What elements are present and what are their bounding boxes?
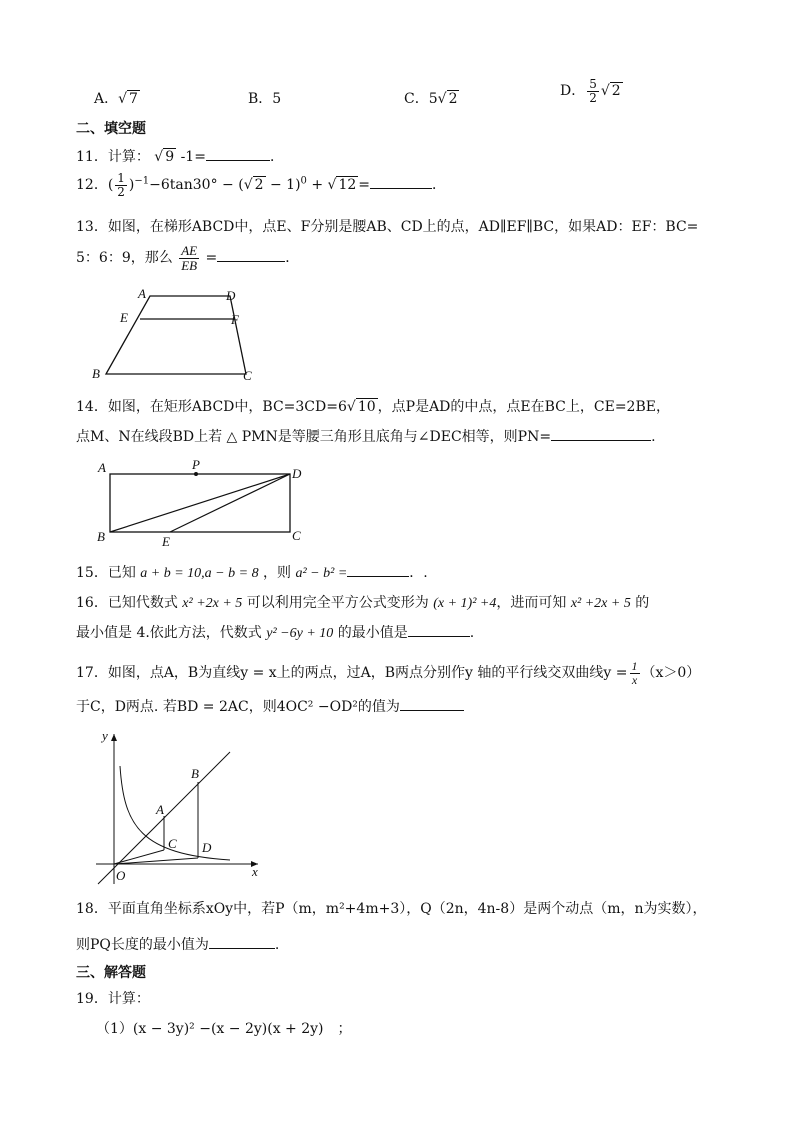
question-12: 12．( $\frac{1}{2}$ )$^{-1}$−6tan30° − (√ 2 − 1)$^0$ + √ 12 = ． — [76, 171, 447, 199]
numerator: 5 — [589, 77, 597, 91]
q15-prefix: 15．已知 — [76, 565, 136, 581]
denominator: x — [631, 672, 638, 687]
q15-expr: a + b = 10,a − b = 8 — [140, 566, 259, 581]
label-f: F — [231, 312, 239, 327]
question-11 — [76, 146, 284, 166]
q15-expr2: a² − b² = — [295, 566, 348, 581]
q16-expr1: x² +2x + 5 — [182, 596, 243, 611]
q13-prefix: 5：6：9，那么 — [76, 250, 173, 267]
sqrt-symbol: √ 2 — [243, 177, 264, 194]
option-label: C． — [404, 91, 429, 107]
label-c: C — [292, 528, 301, 543]
numerator: AE — [181, 243, 198, 258]
trapezoid-abcd — [106, 296, 246, 374]
segment-od — [114, 858, 198, 864]
q10-option-b — [248, 88, 281, 108]
label-o: O — [116, 868, 126, 883]
option-label: B． — [248, 91, 273, 107]
q10-option-a — [94, 88, 140, 108]
q16-part-b: 可以利用完全平方公式变形为 — [246, 595, 429, 611]
exponent: −1 — [134, 175, 150, 187]
denominator: 2 — [117, 184, 125, 199]
q11-rest: -1= — [180, 149, 206, 165]
coordinate-figure — [90, 726, 270, 888]
y-arrow-icon — [111, 734, 117, 741]
coefficient: 6 — [337, 399, 347, 415]
q10-option-c — [404, 88, 459, 108]
exponent: 0 — [300, 175, 307, 187]
denominator: 2 — [589, 90, 597, 105]
q13-end: ． — [285, 250, 300, 267]
q12-eq: = — [358, 177, 371, 194]
radicand: 2 — [254, 177, 264, 194]
fraction — [179, 244, 199, 272]
q14-line2-text: 点M、N在线段BD上若 △ PMN是等腰三角形且底角与∠DEC相等，则PN= — [76, 429, 552, 445]
radicand: 2 — [448, 91, 458, 107]
q18-text: 则PQ长度的最小值为 — [76, 937, 209, 953]
radicand: 10 — [357, 399, 376, 415]
q16-expr4: y² −6y + 10 — [266, 626, 334, 641]
q18-end: . — [274, 937, 280, 953]
rectangle-figure — [92, 456, 312, 548]
q12-mid: −6tan30° − ( — [149, 177, 244, 194]
q17-condition: （x＞0） — [641, 665, 701, 682]
q16-part-f: 的最小值是 — [337, 625, 408, 641]
label-d: D — [226, 288, 236, 303]
answer-blank[interactable] — [217, 247, 285, 262]
q11-prefix: 11．计算： — [76, 149, 150, 165]
option-label: A． — [94, 91, 119, 107]
q16-part-a: 16．已知代数式 — [76, 595, 178, 611]
answer-blank[interactable] — [400, 696, 464, 711]
fraction — [587, 78, 599, 104]
option-value: 5 — [272, 91, 282, 107]
answer-blank[interactable] — [347, 562, 409, 577]
question-18-line2 — [76, 934, 279, 954]
label-b: B — [97, 529, 105, 544]
label-d: D — [292, 466, 302, 481]
label-b: B — [191, 766, 199, 781]
q16-end: . — [469, 625, 475, 641]
label-a: A — [156, 802, 164, 817]
question-16-line2 — [76, 622, 474, 642]
label-c: C — [243, 368, 252, 383]
q13-eq: = — [205, 250, 218, 267]
question-19-part1: （1）(x − 3y)² −(x − 2y)(x + 2y) ； — [96, 1021, 352, 1037]
answer-blank[interactable] — [209, 934, 275, 949]
q12-end: ． — [432, 177, 447, 194]
question-14-line1 — [76, 396, 670, 416]
sqrt-symbol: √ 7 — [118, 91, 138, 107]
label-b: B — [92, 366, 100, 381]
sqrt-symbol: √ 2 — [600, 83, 621, 100]
point-p — [194, 472, 198, 476]
sqrt-symbol: √ 12 — [327, 177, 357, 194]
q17-part-a: 17．如图，点A，B为直线y = x上的两点，过A，B两点分别作y 轴的平行线交双曲线y = — [76, 665, 628, 682]
answer-blank[interactable] — [370, 174, 432, 189]
label-e: E — [162, 534, 170, 548]
answer-blank[interactable] — [206, 146, 270, 161]
numerator: 1 — [117, 171, 125, 185]
sqrt-symbol: √ 2 — [437, 91, 458, 107]
numerator: 1 — [631, 659, 638, 673]
option-label: D． — [560, 83, 586, 100]
segment-bd — [110, 474, 290, 532]
label-d: D — [202, 840, 212, 855]
q16-part-d: 的 — [635, 595, 650, 611]
radicand: 7 — [129, 91, 138, 107]
q12-prefix: 12．( — [76, 177, 114, 194]
label-y: y — [102, 728, 108, 743]
sqrt-symbol: √ 9 — [154, 149, 175, 165]
label-p: P — [192, 457, 200, 472]
segment-ed — [170, 474, 290, 532]
q15-mid: ，则 — [263, 565, 292, 581]
question-15 — [76, 562, 428, 582]
question-13-line1: 13．如图，在梯形ABCD中，点E、F分别是腰AB、CD上的点，AD∥EF∥BC，如果AD：EF：BC= — [76, 219, 699, 235]
question-14-line2 — [76, 426, 656, 446]
question-13-line2 — [76, 244, 299, 272]
sqrt-symbol: √ 10 — [346, 399, 376, 415]
q10-option-d — [560, 78, 623, 104]
section-title-fill-in: 二、填空题 — [76, 121, 146, 137]
q17-part-b: 于C，D两点. 若BD = 2AC，则4OC² −OD²的值为 — [76, 699, 400, 715]
fraction — [630, 660, 640, 686]
radicand: 9 — [165, 149, 175, 165]
question-17-line1 — [76, 660, 700, 686]
q12-plus: + — [306, 177, 328, 194]
trapezoid-figure — [88, 284, 260, 384]
q12-mid2: − 1) — [265, 177, 301, 194]
label-a: A — [138, 286, 146, 301]
q14-part-a: 14．如图，在矩形ABCD中，BC=3CD= — [76, 399, 338, 415]
label-c: C — [168, 836, 177, 851]
question-17-line2 — [76, 696, 464, 716]
q16-part-e: 最小值是 4.依此方法，代数式 — [76, 625, 262, 641]
question-19-title: 19．计算： — [76, 991, 150, 1007]
label-x: x — [252, 864, 258, 879]
coefficient: 5 — [428, 91, 438, 107]
q15-end: ．. — [409, 565, 428, 581]
radicand: 12 — [338, 177, 357, 194]
section-title-solutions: 三、解答题 — [76, 965, 146, 981]
denominator: EB — [181, 257, 198, 273]
question-18-line1: 18．平面直角坐标系xOy中，若P（m，m²+4m+3），Q（2n，4n-8）是两个动点（m，n为实数）， — [76, 901, 707, 917]
radicand: 2 — [611, 83, 621, 100]
q11-end: ． — [269, 149, 284, 165]
q16-part-c: ，进而可知 — [496, 595, 567, 611]
question-16-line1 — [76, 592, 649, 612]
answer-blank[interactable] — [408, 622, 470, 637]
label-e: E — [120, 310, 128, 325]
label-a: A — [98, 460, 106, 475]
q16-expr2: (x + 1)² +4 — [433, 596, 497, 611]
q14-part-b: ，点P是AD的中点，点E在BC上，CE=2BE， — [377, 399, 670, 415]
fraction — [115, 172, 127, 198]
q14-end: . — [651, 429, 656, 445]
q16-expr3: x² +2x + 5 — [570, 596, 631, 611]
answer-blank[interactable] — [551, 426, 651, 441]
